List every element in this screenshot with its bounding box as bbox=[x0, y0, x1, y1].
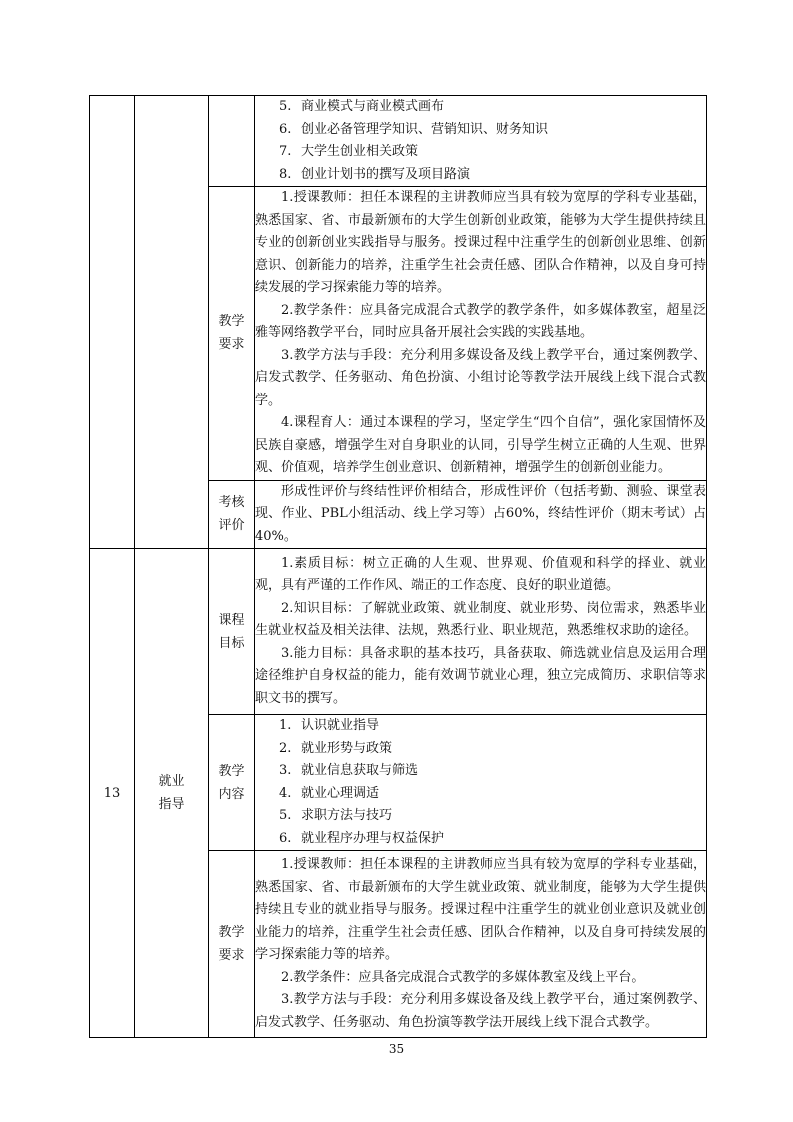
prev-name-cell bbox=[135, 96, 209, 549]
list-item: 1. 认识就业指导 bbox=[279, 718, 380, 733]
teach-req-text: 1.授课教师：担任本课程的主讲教师应当具有较为宽厚的学科专业基础，熟悉国家、省、市最新颁布的大学生创新创业政策，能够为大学生提供持续且专业的创新创业实践指导与服务。授课过程中注重学生的创新创业思维、创新意识、创新能力的培养，注重学生社会责任感、团队合作精神，以及自身可持续发展的学习探索能力等的培养。 2.教学条件：应具备完成混合式教学的教学条件，如多媒体教室，超星泛雅等网络教学平台，同时应具备开展社会实践的实践基地。 3.教学方法与手段：充分利用多媒设备及线上教学平台，通过案例教学、启发式教学、任务驱动、角色扮演、小组讨论等教学法开展线上线下混合式教学。 4.课程育人：通过本课程的学习，坚定学生“四个自信”，强化家国情怀及民族自豪感，增强学生对自身职业的认同，引导学生树立正确的人生观、世界观、价值观，培养学生创业意识、创新精神，增强学生的创新创业能力。 bbox=[255, 187, 707, 481]
table-row bbox=[90, 96, 707, 187]
list-item: 3. 就业信息获取与筛选 bbox=[279, 763, 419, 778]
prev-content-label-cell bbox=[209, 96, 255, 187]
course-goal-label: 课程目标 bbox=[209, 549, 255, 715]
course-table bbox=[89, 95, 707, 1038]
prev-content-list bbox=[255, 96, 707, 187]
course-goal-text: 1.素质目标：树立正确的人生观、世界观、价值观和科学的择业、就业观，具有严谨的工作作风、端正的工作态度、良好的职业道德。 2.知识目标：了解就业政策、就业制度、就业形势、岗位需求，熟悉毕业生就业权益及相关法律、法规，熟悉行业、职业规范，熟悉维权求助的途径。 3.能力目标：具备求职的基本技巧，具备获取、筛选就业信息及运用合理途径维护自身权益的能力，能有效调节就业心理，独立完成简历、求职信等求职文书的撰写。 bbox=[255, 549, 707, 715]
list-item: 6. 创业必备管理学知识、营销知识、财务知识 bbox=[279, 121, 549, 137]
list-item: 4. 就业心理调适 bbox=[279, 785, 380, 801]
list-item: 7. 大学生创业相关政策 bbox=[279, 144, 419, 159]
list-item: 6. 就业程序办理与权益保护 bbox=[279, 830, 445, 846]
teach-req-text: 1.授课教师：担任本课程的主讲教师应当具有较为宽厚的学科专业基础，熟悉国家、省、市最新颁布的大学生就业政策、就业制度，能够为大学生提供持续且专业的就业指导与服务。授课过程中注重学生的就业创业意识及就业创业能力的培养，注重学生社会责任感、团队合作精神，以及自身可持续发展的学习探索能力等的培养。 2.教学条件：应具备完成混合式教学的多媒体教室及线上平台。 3.教学方法与手段：充分利用多媒设备及线上教学平台，通过案例教学、启发式教学、任务驱动、角色扮演等教学法开展线上线下混合式教学。 bbox=[255, 851, 707, 1038]
list-item: 2. 就业形势与政策 bbox=[279, 740, 393, 756]
course-name: 就业指导 bbox=[135, 549, 209, 1038]
assess-label: 考核评价 bbox=[209, 480, 255, 549]
page-number: 35 bbox=[388, 1042, 405, 1056]
table-row bbox=[90, 549, 707, 715]
list-item: 8. 创业计划书的撰写及项目路演 bbox=[279, 166, 471, 182]
course-number: 13 bbox=[90, 549, 135, 1038]
list-item: 5. 商业模式与商业模式画布 bbox=[279, 99, 445, 114]
teach-content-list bbox=[255, 715, 707, 851]
teach-req-label: 教学要求 bbox=[209, 187, 255, 481]
list-item: 5. 求职方法与技巧 bbox=[279, 808, 393, 823]
assess-text: 形成性评价与终结性评价相结合，形成性评价（包括考勤、测验、课堂表现、作业、PBL小组活动、线上学习等）占60%，终结性评价（期末考试）占40%。 bbox=[255, 480, 707, 549]
prev-number-cell bbox=[90, 96, 135, 549]
teach-req-label: 教学要求 bbox=[209, 851, 255, 1038]
teach-content-label: 教学内容 bbox=[209, 715, 255, 851]
